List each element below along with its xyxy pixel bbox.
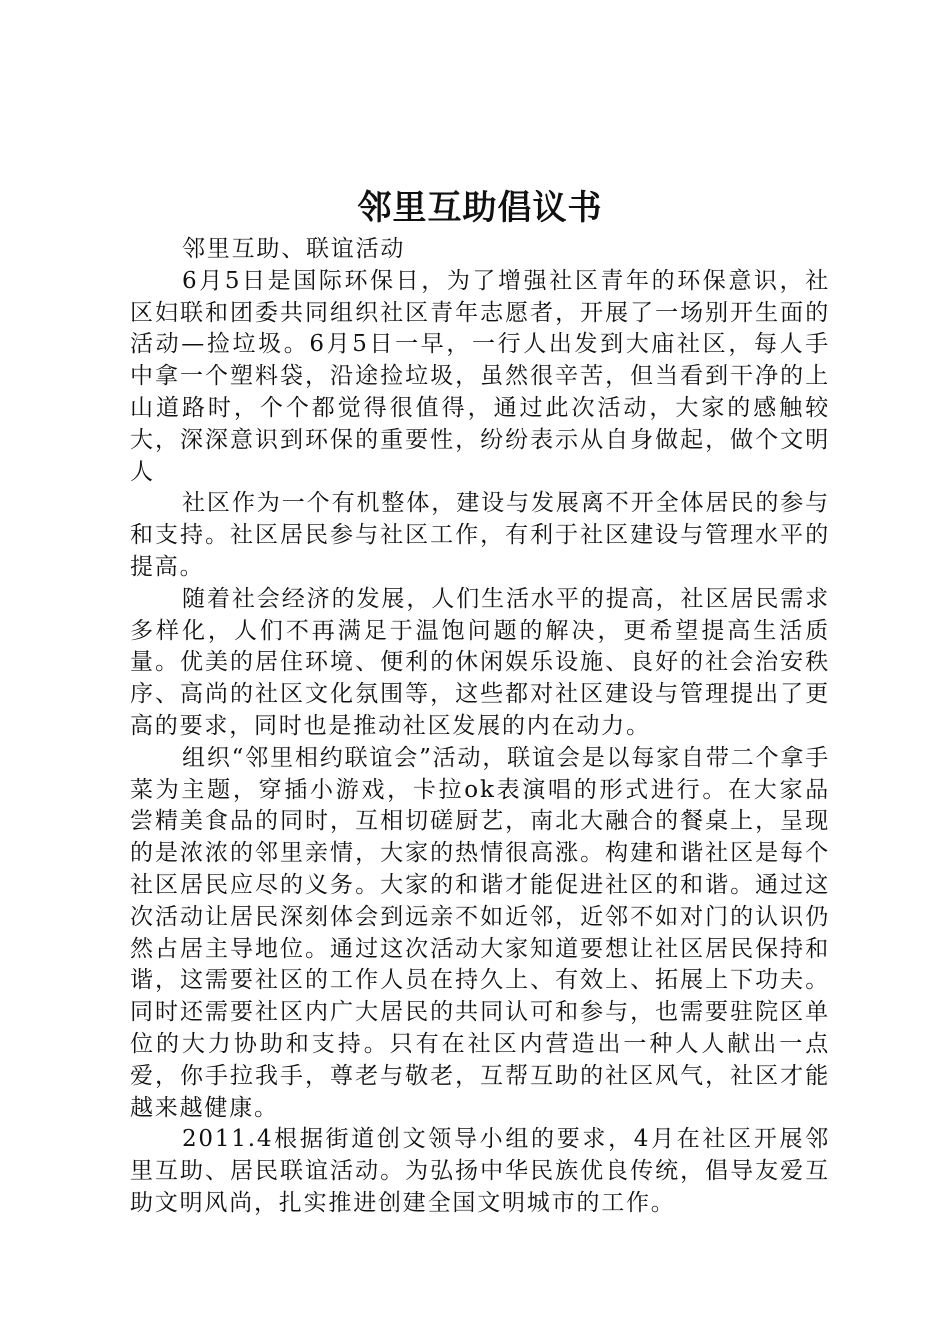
paragraph-social-development: 随着社会经济的发展，人们生活水平的提高，社区居民需求多样化，人们不再满足于温饱问题的解决，更希望提高生活质量。优美的居住环境、便利的休闲娱乐设施、良好的社会治安秩序、高尚的社区文化氛围等，这些都对社区建设与管理提出了更高的要求，同时也是推动社区发展的内在动力。 <box>130 585 830 739</box>
document-page <box>130 0 830 1344</box>
paragraph-april-activity: 2011.4根据街道创文领导小组的要求，4月在社区开展邻里互助、居民联谊活动。为弘扬中华民族优良传统，倡导友爱互助文明风尚，扎实推进创建全国文明城市的工作。 <box>130 1126 830 1216</box>
document-subtitle: 邻里互助、联谊活动 <box>182 236 406 262</box>
paragraph-environment-day: 6月5日是国际环保日，为了增强社区青年的环保意识，社区妇联和团委共同组织社区青年志愿者，开展了一场别开生面的活动—捡垃圾。6月5日一早，一行人出发到大庙社区，每人手中拿一个塑料袋，沿途捡垃圾，虽然很辛苦，但当看到干净的上山道路时，个个都觉得很值得，通过此次活动，大家的感触较大，深深意识到环保的重要性，纷纷表示从自身做起，做个文明人 <box>130 267 830 485</box>
document-title: 邻里互助倡议书 <box>357 188 603 228</box>
paragraph-community-participation: 社区作为一个有机整体，建设与发展离不开全体居民的参与和支持。社区居民参与社区工作，有利于社区建设与管理水平的提高。 <box>130 490 830 580</box>
document-body <box>130 234 830 1220</box>
paragraph-neighbor-gathering: 组织“邻里相约联谊会”活动，联谊会是以每家自带二个拿手菜为主题，穿插小游戏，卡拉ok表演唱的形式进行。在大家品尝精美食品的同时，互相切磋厨艺，南北大融合的餐桌上，呈现的是浓浓的邻里亲情，大家的热情很高涨。构建和谐社区是每个社区居民应尽的义务。大家的和谐才能促进社区的和谐。通过这次活动让居民深刻体会到远亲不如近邻，近邻不如对门的认识仍然占居主导地位。通过这次活动大家知道要想让社区居民保持和谐，这需要社区的工作人员在持久上、有效上、拓展上下功夫。同时还需要社区内广大居民的共同认可和参与，也需要驻院区单位的大力协助和支持。只有在社区内营造出一种人人献出一点爱，你手拉我手，尊老与敬老，互帮互助的社区风气，社区才能越来越健康。 <box>130 744 830 1121</box>
